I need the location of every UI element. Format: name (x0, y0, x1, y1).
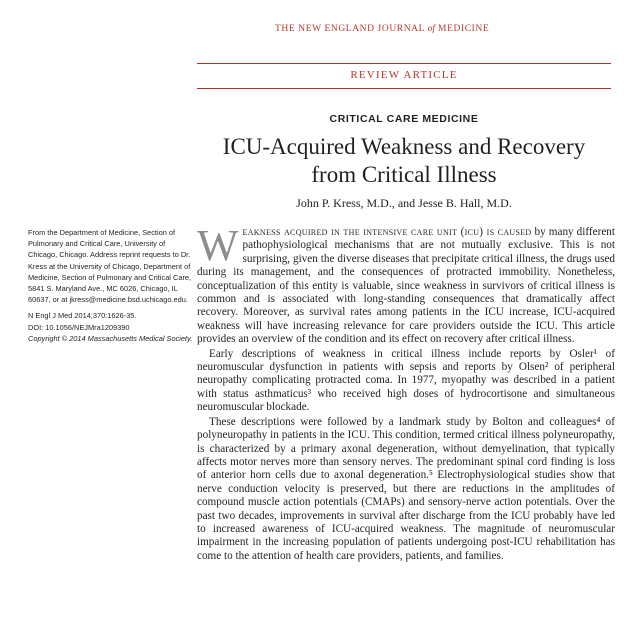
journal-header (275, 24, 615, 34)
citation: N Engl J Med 2014;370:1626-35. (28, 311, 137, 321)
affiliation-note: From the Department of Medicine, Section of Pulmonary and Critical Care, University of Chicago, Chicago. Address reprint requests to Dr. Kress at the University of Chicago, Department of Medicine, Section of Pulmonary and Critical Care, 5841 S. Maryland Ave., MC 6026, Chicago, IL 60637, or at jkress@medicine.bsd.uchicago.edu. (28, 228, 192, 305)
section-label: REVIEW ARTICLE (350, 69, 458, 81)
specialty-label: CRITICAL CARE MEDICINE (329, 113, 479, 125)
sidebar-notes (28, 227, 196, 344)
article-title-line2: from Critical Illness (311, 162, 497, 187)
paragraph-3: These descriptions were followed by a landmark study by Bolton and colleagues⁴ of polyneuropathy in patients in the ICU. This condition, termed critical illness polyneuropathy, is characterized by a primary axonal degeneration, without demyelination, that typically affects motor nerves more than sensory nerves. The predominant spinal cord finding is loss of anterior horn cells due to axonal degeneration.⁵ Electrophysiological studies show that nerve conduction velocity is preserved, but there are reductions in the amplitudes of compound muscle action potentials (CMAPs) and sensory-nerve action potentials. Over the past two decades, improvements in survival after discharge from the ICU probably have led to increased awareness of ICU-acquired weakness. The magnitude of neuromuscular impairment in the increasing population of patients undergoing post-ICU rehabilitation has come to the attention of health care providers, patients, and families. (197, 415, 615, 562)
journal-name-of: of (427, 24, 436, 34)
drop-cap: W (197, 221, 239, 270)
journal-name-prefix: THE NEW ENGLAND JOURNAL (275, 24, 428, 34)
article-body (197, 221, 615, 563)
author-byline: John P. Kress, M.D., and Jesse B. Hall, M.D. (296, 196, 512, 210)
lead-in: eakness acquired in the intensive care unit (icu) is caused (242, 226, 532, 238)
section-rule-bottom (197, 88, 611, 89)
article-title (197, 133, 611, 189)
journal-name-suffix: MEDICINE (435, 24, 490, 34)
paragraph-1-text: by many different pathophysiological mechanisms that are not mutually exclusive. This is not surprising, given the diverse diseases that precipitate critical illness, the drugs used during its management, and the consequences of protracted immobility. Nonetheless, conceptualization of this entity is valuable, since weakness in survivors of critical illness is common and is associated with long-standing consequences that dramatically affect recovery. Moreover, as survival rates among patients in the ICU increase, ICU-acquired weakness will have increasing relevance for care providers outside the ICU. This article provides an overview of the condition and its effect on recovery after critical illness. (197, 226, 615, 346)
article-title-line1: ICU-Acquired Weakness and Recovery (222, 134, 586, 159)
paragraph-1 (197, 221, 615, 347)
copyright: Copyright © 2014 Massachusetts Medical Society. (28, 333, 193, 343)
paragraph-2: Early descriptions of weakness in critical illness include reports by Osler¹ of neuromuscular dysfunction in patients with sepsis and reports by Olsen² of peripheral neuropathy complicating protracted coma. In 1977, myopathy was described in a patient with status asthmaticus³ who received high doses of hydrocortisone and simultaneous neuromuscular blockade. (197, 347, 615, 414)
doi: DOI: 10.1056/NEJMra1209390 (28, 322, 130, 332)
section-rule-top (197, 63, 611, 64)
